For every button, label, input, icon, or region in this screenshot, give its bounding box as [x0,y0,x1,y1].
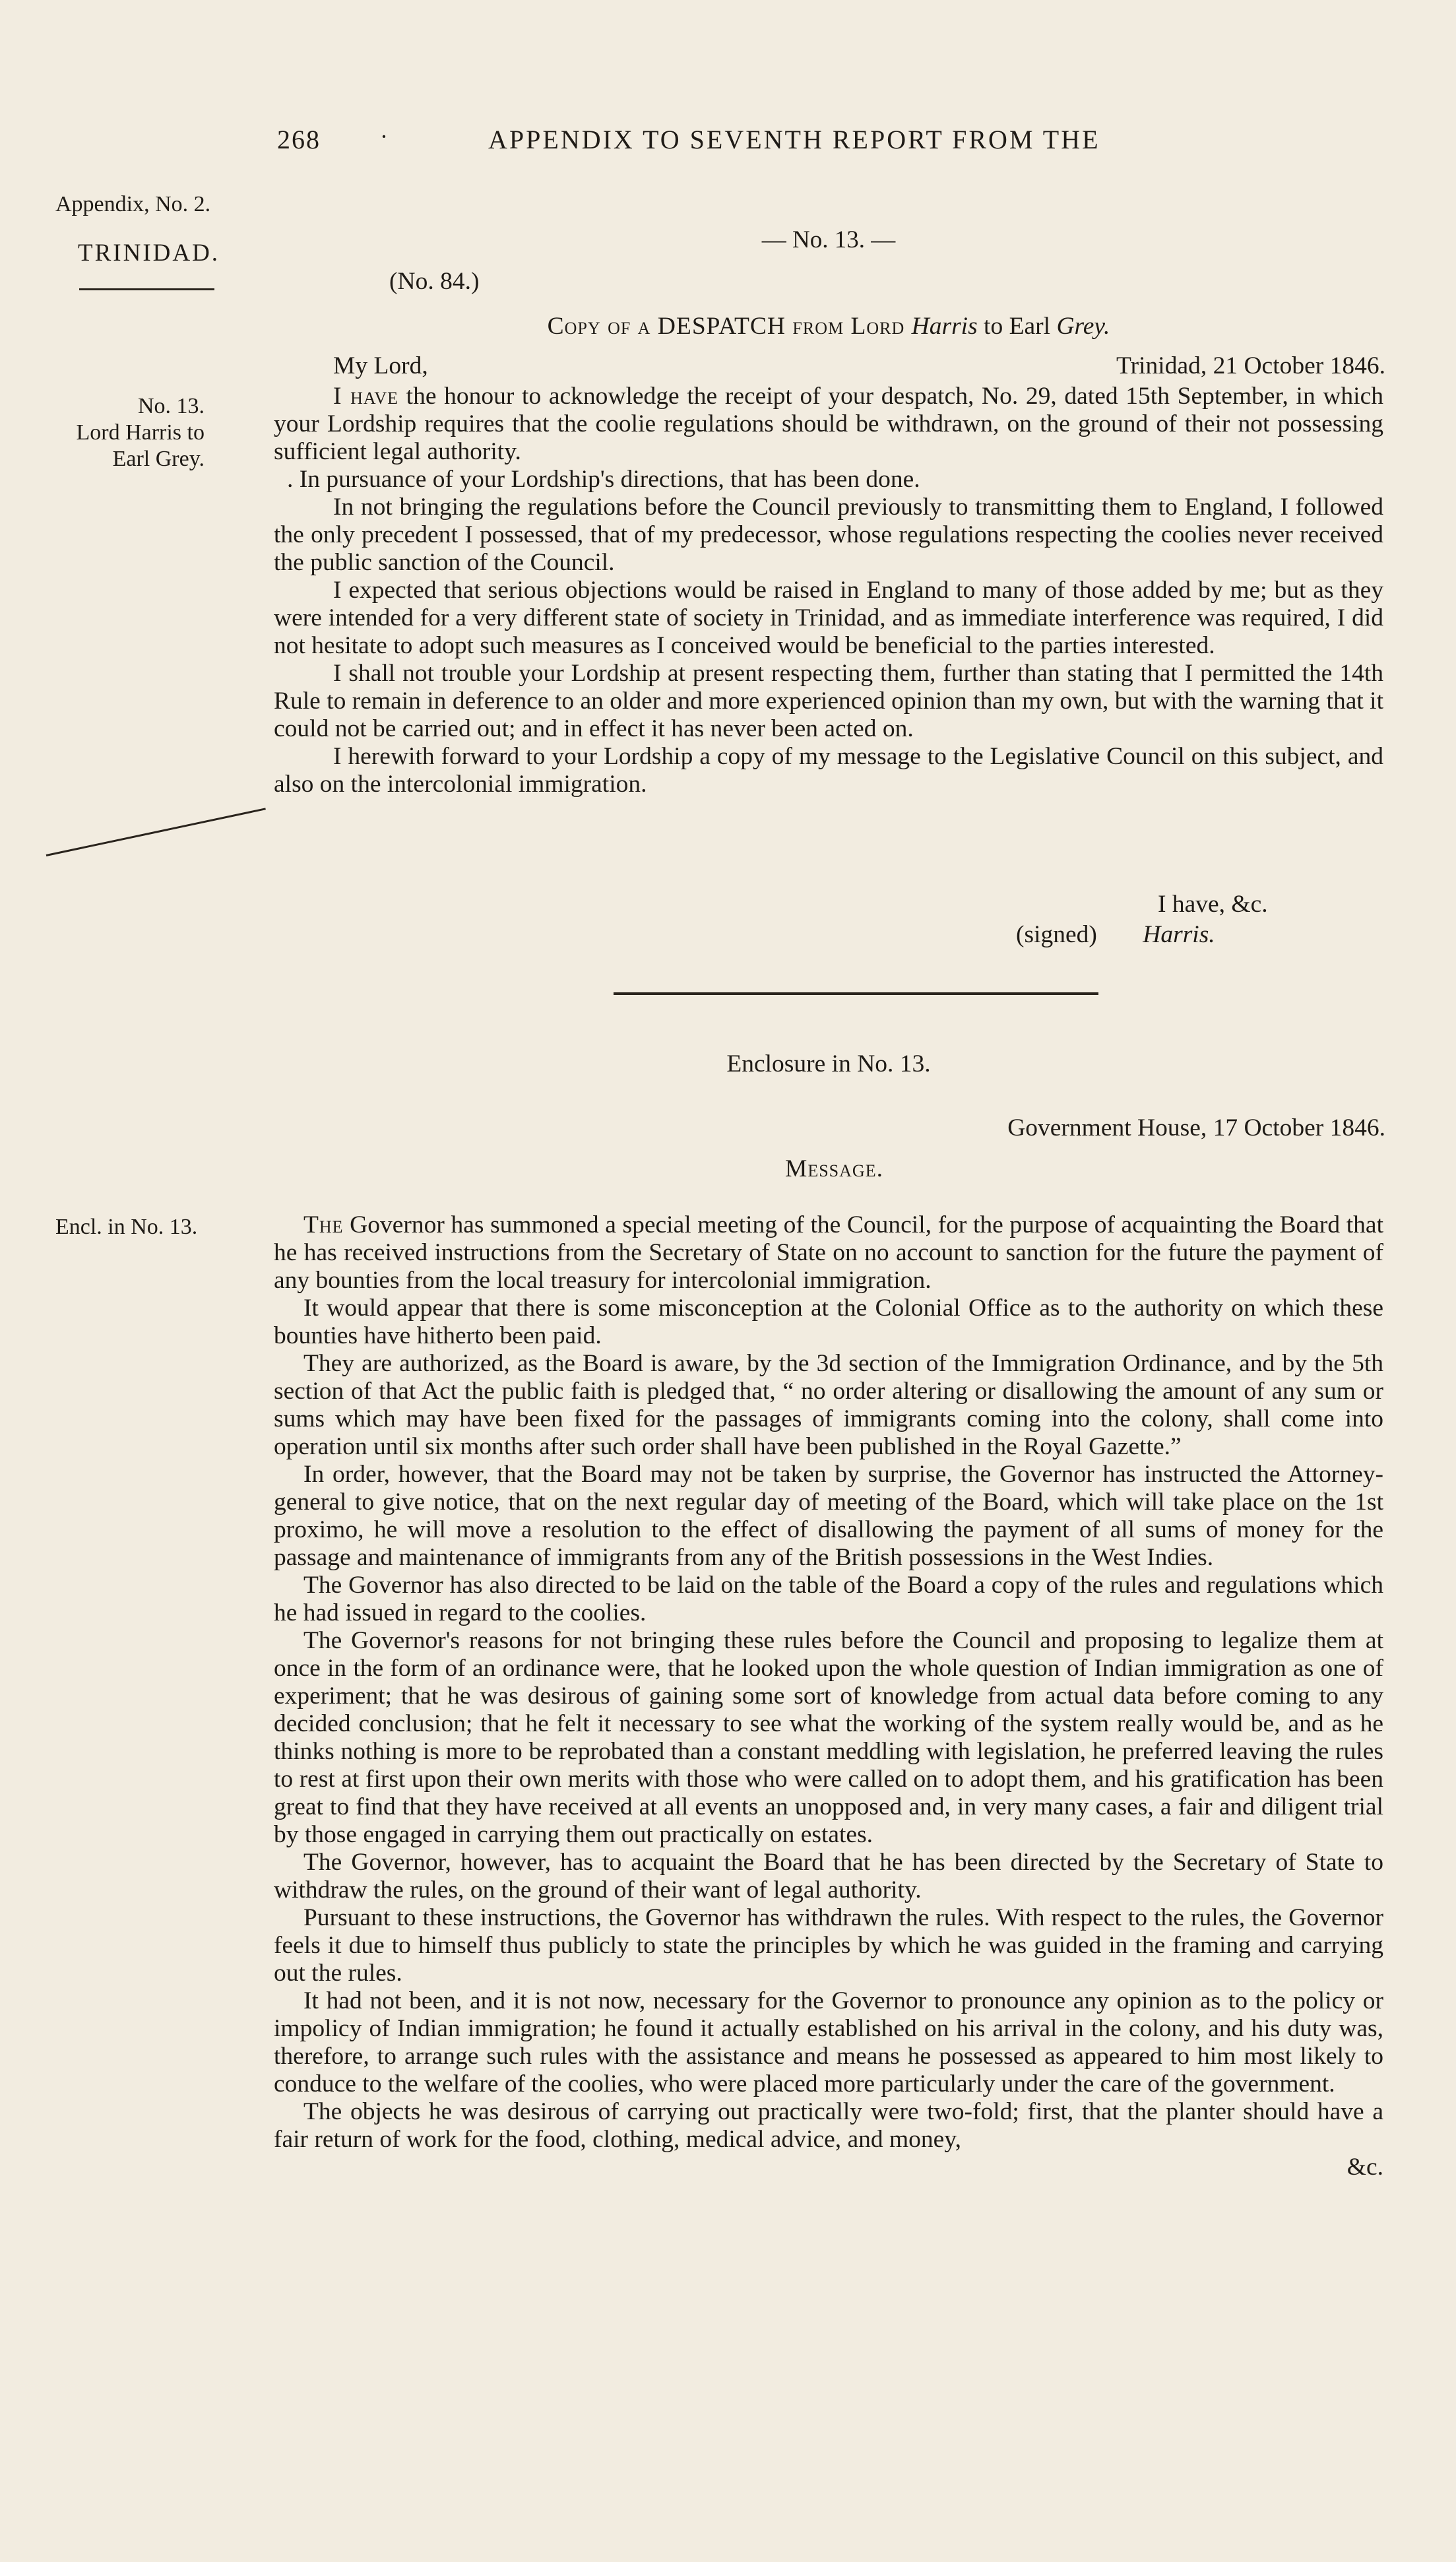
despatch-lead: I have [333,383,399,410]
margin-colony: TRINIDAD. [78,240,220,267]
message-paragraph-3: They are authorized, as the Board is aware, by the 3d section of the Immigration Ordinance, and by the 5th section of that Act the public faith is pledged that, “ no order altering or disallowing the amount of any sum or sums which may have been fixed for the passages of immigrants coming into the colony, shall come into operation until six months after such order shall have been published in the Royal Gazette.” [274,1350,1383,1460]
despatch-title-prefix: Copy of a DESPATCH from Lord [547,313,912,340]
margin-note-enclosure: Encl. in No. 13. [55,1215,198,1239]
running-title: APPENDIX TO SEVENTH REPORT FROM THE [488,125,1100,154]
message-paragraph-10: The objects he was desirous of carrying out practically were two-fold; first, that the planter should have a fair return of work for the food, clothing, medical advice, and money, [274,2098,1383,2153]
message-paragraph-1-text: Governor has summoned a special meeting of the Council, for the purpose of acquainting the Board that he has received instructions from the Secretary of State on no account to sanction for the future the payment of any bounties from the local treasury for intercolonial immigration. [274,1211,1383,1294]
message-paragraph-1 [274,1211,1383,1295]
signature: Harris. [1143,921,1215,948]
despatch-paragraph-2: . In pursuance of your Lordship's directions, that has been done. [287,466,920,493]
salutation: My Lord, [333,352,428,379]
message-paragraph-7: The Governor, however, has to acquaint the Board that he has been directed by the Secretary of State to withdraw the rules, on the ground of their want of legal authority. [274,1849,1383,1904]
signed-label: (signed) [1016,921,1097,948]
despatch-reference: (No. 84.) [389,268,480,295]
signature-line [1016,921,1385,949]
margin-note-number: No. 13. [137,394,205,418]
despatch-paragraph-1-text: the honour to acknowledge the receipt of your despatch, No. 29, dated 15th September, in which your Lordship requires that the coolie regulations should be withdrawn, on the ground of their not possessing sufficient legal authority. [274,383,1383,465]
margin-appendix: Appendix, No. 2. [55,192,211,216]
margin-rule [79,288,214,290]
message-paragraph-4: In order, however, that the Board may not be taken by surprise, the Governor has instructed the Attorney-general to give notice, that on the next regular day of meeting of the Board, which will take place on the 1st proximo, he will move a resolution to the effect of disallowing the payment of all sums of money for the passage and maintenance of immigrants from any of the British possessions in the West Indies. [274,1461,1383,1571]
despatch-paragraph-3: In not bringing the regulations before the Council previously to transmitting them to England, I followed the only precedent I possessed, that of my predecessor, whose regulations respecting the coolies never received the public sanction of the Council. [274,494,1383,576]
message-body [274,1211,1383,2181]
section-divider [614,992,1098,995]
margin-note-despatch [53,393,205,472]
message-title-text: Message. [785,1155,883,1182]
despatch-title-mid: to Earl [977,313,1057,340]
message-paragraph-8: Pursuant to these instructions, the Governor has withdrawn the rules. With respect to the rules, the Governor feels it due to himself thus publicly to state the principles by which he was guided in the framing and carrying out the rules. [274,1904,1383,1987]
despatch-title-from: Harris [911,313,978,340]
message-paragraph-2: It would appear that there is some misconception at the Colonial Office as to the authority on which these bounties have hitherto been paid. [274,1295,1383,1349]
message-paragraph-6: The Governor's reasons for not bringing these rules before the Council and proposing to legalize them at once in the form of an ordinance were, that he looked upon the whole question of Indian immigration as one of experiment; that he was desirous of gaining some sort of knowledge from actual data before coming to any decided conclusion; that he felt it necessary to see what the working of the system really would be, and as he thinks nothing is more to be reprobated than a constant meddling with legislation, he preferred leaving the rules to rest at first upon their own merits with those who were called on to adopt them, and his gratification has been great to find that they have received at all events an unopposed and, in very many cases, a fair and diligent trial by those engaged in carrying them out practically on estates. [274,1627,1383,1848]
despatch-place-date: Trinidad, 21 October 1846. [1116,352,1385,379]
catchword: &c. [1346,2154,1383,2181]
enclosure-place-date: Government House, 17 October 1846. [1007,1114,1385,1141]
despatch-number-heading: — No. 13. — [761,226,896,253]
message-paragraph-5: The Governor has also directed to be laid on the table of the Board a copy of the rules and regulations which he had issued in regard to the coolies. [274,1572,1383,1626]
page-number: 268 [277,125,321,154]
margin-pointer-stroke [46,808,266,856]
margin-note-from: Lord Harris to [76,420,205,445]
margin-note-to: Earl Grey. [112,447,205,471]
despatch-paragraph-4: I expected that serious objections would be raised in England to many of those added by me; but as they were intended for a very different state of society in Trinidad, and as immediate interference was required, I did not hesitate to adopt such measures as I conceived would be beneficial to the parties interested. [274,577,1383,659]
message-paragraph-9: It had not been, and it is not now, necessary for the Governor to pronounce any opinion as to the policy or impolicy of Indian immigration; he found it actually established on his arrival in the colony, and his duty was, therefore, to arrange such rules with the assistance and means he possessed as appeared to him most likely to conduce to the welfare of the coolies, who were placed more particularly under the care of the government. [274,1987,1383,2098]
message-lead: The [303,1211,344,1238]
despatch-title [274,313,1383,340]
despatch-body [274,383,1383,798]
despatch-paragraph-6: I herewith forward to your Lordship a copy of my message to the Legislative Council on this subject, and also on the intercolonial immigration. [274,743,1383,798]
despatch-title-to: Grey. [1056,313,1110,340]
header-separator: · [380,123,388,150]
despatch-paragraph-5: I shall not trouble your Lordship at present respecting them, further than stating that I permitted the 14th Rule to remain in deference to an older and more experienced opinion than my own, but with the warning that it could not be carried out; and in effect it has never been acted on. [274,660,1383,742]
enclosure-heading: Enclosure in No. 13. [726,1050,931,1077]
message-title [785,1155,1049,1183]
despatch-paragraph-1 [274,383,1383,466]
closing: I have, &c. [1158,891,1268,918]
